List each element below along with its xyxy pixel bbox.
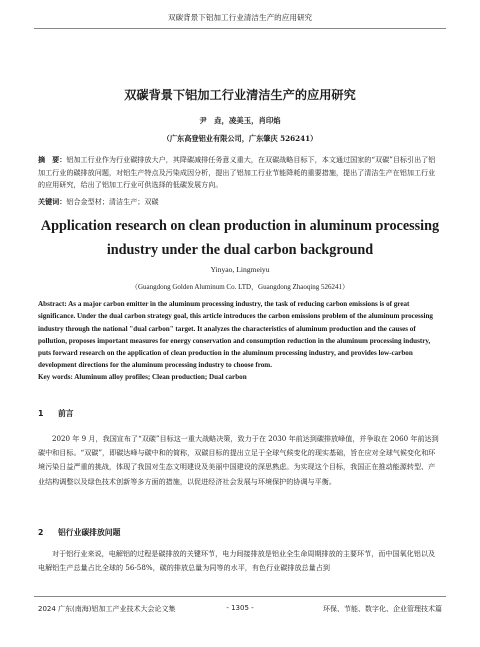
section-heading bbox=[38, 527, 120, 538]
footer-rule bbox=[34, 596, 446, 597]
header-rule bbox=[34, 28, 446, 29]
title-chinese: 双碳背景下铝加工行业清洁生产的应用研究 bbox=[124, 88, 356, 102]
section-number: 1 bbox=[38, 409, 44, 418]
section-heading bbox=[38, 408, 74, 419]
section-body: 对于铝行业来说，电解铝的过程是碳排放的关键环节，电力间接排放是铝业全生命周期排放的主要环节，而中国氧化铝以及电解铝生产总量占比全球的 56-58%，碳的排放总量为同等的水平，有色行业碳排放总量占到 bbox=[38, 549, 436, 573]
footer-proceedings: 2024 广东(南海)铝加工产业技术大会论文集 bbox=[38, 605, 176, 613]
running-header: 双碳背景下铝加工行业清洁生产的应用研究 bbox=[167, 13, 313, 22]
keywords-chinese bbox=[38, 197, 442, 207]
abstract-english bbox=[38, 298, 442, 372]
footer-section: 环保、节能、数字化、企业管理技术篇 bbox=[323, 605, 442, 613]
abstract-chinese bbox=[38, 154, 442, 192]
page-number: - 1305 - bbox=[226, 604, 254, 612]
section-title: 前言 bbox=[58, 409, 74, 418]
abstract-chinese-text: 铝加工行业作为行业碳排放大户，其降碳减排任务意义重大，在双碳战略目标下，本文通过国家的“双碳”目标引出了铝加工行业的碳排放问题，对铝生产特点及污染成因分析，提出了铝加工行业节能降耗的重要措施，提出了清洁生产在铝加工行业的应用研究，给出了铝加工行业可供选择的低碳发展方向。 bbox=[38, 155, 436, 189]
authors-chinese: 尹 垚，凌美玉，肖印焰 bbox=[199, 116, 281, 125]
section-number: 2 bbox=[38, 528, 44, 537]
authors-english: Yinyao, Lingmeiyu bbox=[210, 265, 270, 274]
section-body: 2020 年 9 月，我国宣布了“双碳”目标这一重大战略决策，致力于在 2030 年前达到碳排放峰值，并争取在 2060 年前达到碳中和目标。“双碳”，即碳达峰与碳中和的简称，双碳目标的提出立足于全球气候变化的现实基础，旨在应对全球气候变化和环境污染日益严重的挑战，体现了我国对生态文明建设及美丽中国建设的深思熟虑。为实现这个目标，我国正在推动能源转型、产业结构调整以及绿色技术创新等多方面的措施，以促进经济社会发展与环境保护的协调与平衡。 bbox=[38, 434, 439, 486]
section-title: 铝行业碳排放问题 bbox=[58, 528, 121, 537]
affiliation-english: （Guangdong Golden Aluminum Co. LTD，Guangdong Zhaoqing 526241） bbox=[130, 283, 350, 291]
abstract-chinese-label: 摘 要： bbox=[38, 155, 67, 164]
keywords-chinese-label: 关键词： bbox=[38, 197, 67, 206]
keywords-english-label: Key words: bbox=[38, 373, 73, 381]
keywords-chinese-text: 铝合金型材；清洁生产；双碳 bbox=[66, 197, 159, 206]
keywords-english-text: Aluminum alloy profiles; Clean production; Dual carbon bbox=[74, 373, 247, 381]
keywords-english bbox=[38, 373, 442, 381]
affiliation-chinese: （广东高登铝业有限公司，广东肇庆 526241） bbox=[162, 134, 318, 143]
title-english: Application research on clean production in aluminum processing industry under the dual carbon background bbox=[40, 218, 440, 258]
abstract-english-text: As a major carbon emitter in the aluminum processing industry, the task of reducing carbon emissions is of great significance. Under the dual carbon strategy goal, this article introduces the carbon emissions problem of the aluminum processing industry through the national "dual carbon" target. It analyzes the characteristics of aluminum production and the causes of pollution, proposes important measures for energy conservation and consumption reduction in the aluminum processing industry, puts forward research on the application of clean production in the aluminum processing industry, and provides low-carbon development directions for the aluminum processing industry to choose from. bbox=[38, 300, 433, 370]
abstract-english-label: Abstract: bbox=[38, 300, 67, 308]
